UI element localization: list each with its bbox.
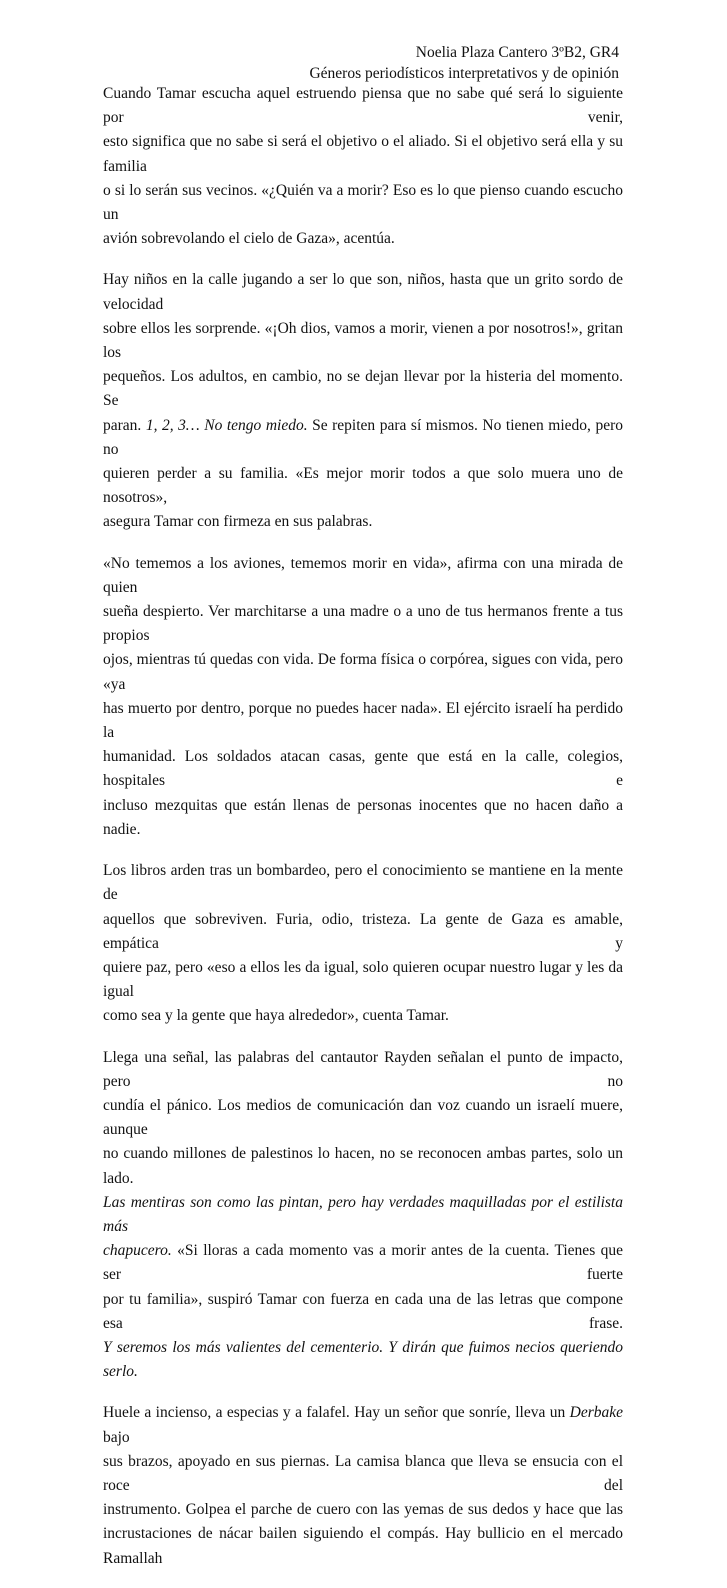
text-line (103, 510, 623, 534)
text-run: humanidad. Los soldados atacan casas, gente que está en la calle, colegios, hospitales e (103, 748, 623, 790)
text-line (103, 794, 623, 842)
text-run: cundía el pánico. Los medios de comunicación dan voz cuando un israelí muere, aunque (103, 1096, 623, 1139)
italic-text: 1, 2, 3… No tengo miedo. (145, 416, 308, 434)
text-line (103, 268, 623, 316)
text-run: has muerto por dentro, porque no puedes hacer nada». El ejército israelí ha perdido la (103, 699, 623, 742)
text-line (103, 859, 623, 907)
text-line (103, 1336, 623, 1384)
paragraph (103, 82, 623, 251)
text-line (103, 179, 623, 227)
text-line (103, 1450, 623, 1498)
text-run: Llega una señal, las palabras del cantautor Rayden señalan el punto de impacto, pero no (103, 1048, 623, 1090)
text-line (103, 600, 623, 648)
text-run: bajo (103, 1428, 130, 1446)
text-line (103, 1191, 623, 1239)
text-line (103, 552, 623, 600)
text-run: Los libros arden tras un bombardeo, pero el conocimiento se mantiene en la mente de (103, 862, 623, 904)
text-run: avión sobrevolando el cielo de Gaza», acentúa. (103, 230, 395, 248)
text-run: esto significa que no sabe si será el objetivo o el aliado. Si el objetivo será ella y su familia (103, 133, 623, 175)
text-line (103, 1498, 623, 1522)
text-line (103, 317, 623, 365)
italic-text: Las mentiras son como las pintan, pero hay verdades maquilladas por el estilista más (103, 1193, 623, 1235)
text-run: sus brazos, apoyado en sus piernas. La camisa blanca que lleva se ensucia con el roce del (103, 1452, 623, 1494)
text-run: incrustaciones de nácar bailen siguiendo el compás. Hay bullicio en el mercado Ramallah (103, 1525, 623, 1567)
text-run: no cuando millones de palestinos lo hacen, no se reconocen ambas partes, solo un lado. (103, 1145, 623, 1187)
text-run: sueña despierto. Ver marchitarse a una madre o a uno de tus hermanos frente a tus propios (103, 603, 623, 645)
text-run: sobre ellos les sorprende. «¡Oh dios, vamos a morir, vienen a por nosotros!», gritan los (103, 319, 623, 362)
text-line (103, 227, 623, 251)
text-run: incluso mezquitas que están llenas de personas inocentes que no hacen daño a nadie. (103, 796, 623, 838)
article-body (103, 82, 623, 1588)
text-line (103, 414, 623, 462)
text-run: por tu familia», suspiró Tamar con fuerza en cada una de las letras que compone esa frase. (103, 1290, 623, 1332)
text-line (103, 365, 623, 413)
page-header (309, 42, 619, 84)
paragraph (103, 268, 623, 534)
author-line: Noelia Plaza Cantero 3ºB2, GR4 (415, 44, 619, 61)
text-line (103, 462, 623, 510)
paragraph (103, 552, 623, 842)
text-run: pequeños. Los adultos, en cambio, no se dejan llevar por la histeria del momento. Se (103, 368, 623, 410)
text-run: Cuando Tamar escucha aquel estruendo piensa que no sabe qué será lo siguiente por venir, (103, 85, 623, 127)
text-run: «Si lloras a cada momento vas a morir antes de la cuenta. Tienes que ser fuerte (103, 1242, 623, 1284)
italic-text: chapucero. (103, 1242, 172, 1260)
paragraph (103, 1401, 623, 1570)
paragraph (103, 859, 623, 1028)
text-line (103, 745, 623, 793)
text-run: ojos, mientras tú quedas con vida. De forma física o corpórea, sigues con vida, pero «ya (103, 651, 623, 693)
text-run: asegura Tamar con firmeza en sus palabras. (103, 513, 373, 531)
text-line (103, 130, 623, 178)
text-line (103, 908, 623, 956)
subject-line: Géneros periodísticos interpretativos y de opinión (309, 65, 619, 82)
text-line (103, 1401, 623, 1449)
text-line (103, 1288, 623, 1336)
text-run: «No tememos a los aviones, tememos morir en vida», afirma con una mirada de quien (103, 554, 623, 596)
text-run: Huele a incienso, a especias y a falafel. Hay un señor que sonríe, lleva un (103, 1404, 570, 1422)
text-run: aquellos que sobreviven. Furia, odio, tristeza. La gente de Gaza es amable, empática y (103, 910, 623, 952)
text-line (103, 82, 623, 130)
paragraph (103, 1046, 623, 1385)
text-run: Hay niños en la calle jugando a ser lo que son, niños, hasta que un grito sordo de velocidad (103, 271, 623, 313)
text-line (103, 1142, 623, 1190)
italic-text: Derbake (569, 1404, 623, 1422)
text-line (103, 648, 623, 696)
italic-text: Y seremos los más valientes del cementerio. Y dirán que fuimos necios queriendo serlo. (103, 1338, 623, 1381)
text-line (103, 697, 623, 745)
text-line (103, 1004, 623, 1028)
text-line (103, 1522, 623, 1570)
text-line (103, 1046, 623, 1094)
text-run: instrumento. Golpea el parche de cuero con las yemas de sus dedos y hace que las (103, 1501, 623, 1519)
text-run: o si lo serán sus vecinos. «¿Quién va a morir? Eso es lo que pienso cuando escucho un (103, 181, 623, 224)
text-run: quieren perder a su familia. «Es mejor morir todos a que solo muera uno de nosotros», (103, 465, 623, 507)
text-run: quiere paz, pero «eso a ellos les da igual, solo quieren ocupar nuestro lugar y les da igual (103, 958, 623, 1001)
text-line (103, 1094, 623, 1142)
text-line (103, 1239, 623, 1287)
text-run: paran. (103, 416, 146, 434)
text-line (103, 956, 623, 1004)
text-run: como sea y la gente que haya alrededor», cuenta Tamar. (103, 1007, 449, 1025)
text-run: Se repiten para sí mismos. No tienen miedo, pero no (103, 416, 624, 458)
